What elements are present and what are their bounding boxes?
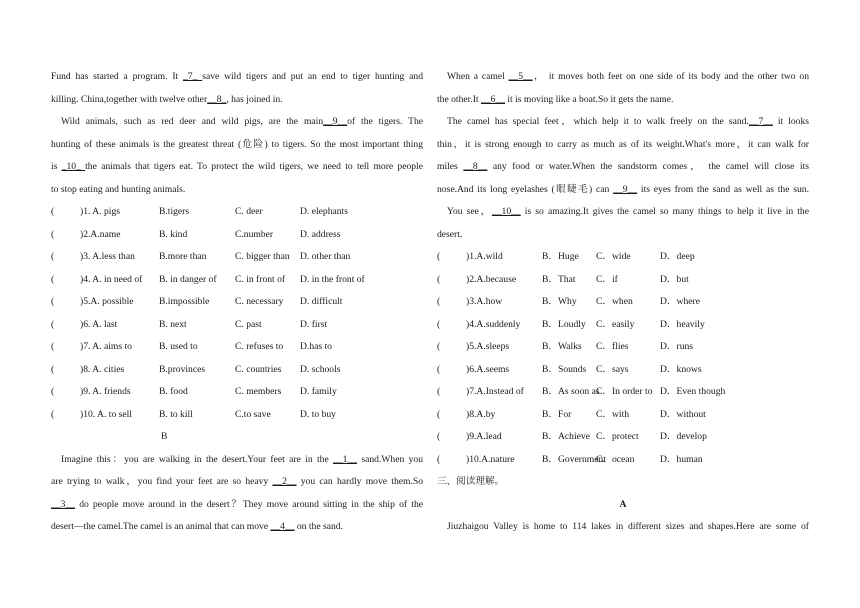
question-option-c: C．flies — [596, 341, 629, 352]
question-row — [437, 426, 809, 449]
answer-paren: ( — [437, 318, 441, 330]
answer-paren: ( — [437, 341, 441, 352]
question-option-b: B．Government — [542, 453, 606, 465]
question-option-d: D．without — [660, 408, 706, 420]
answer-paren: ( — [437, 386, 441, 397]
passage-line: thin，it is strong enough to carry as much as of its weight.What's more，it can walk for — [437, 138, 809, 150]
question-option-a: )1.A.wild — [466, 251, 503, 262]
blank-2: __2__ — [272, 476, 297, 487]
question-option-b: B. to kill — [159, 408, 193, 420]
answer-paren: ( — [437, 453, 441, 465]
question-option-b: B．That — [542, 273, 576, 285]
passage-line: are trying to walk，you find your feet are so heavy __2__ you can hardly move them.So — [51, 476, 423, 487]
question-option-d: D．human — [660, 453, 703, 465]
answer-paren: ( — [51, 206, 55, 217]
question-option-c: C．with — [596, 408, 630, 420]
question-list — [437, 246, 809, 471]
question-option-d: D. schools — [300, 363, 341, 375]
question-option-b: B．Loudly — [542, 318, 586, 330]
question-option-a: )2.A.because — [466, 273, 517, 285]
answer-paren: ( — [437, 296, 441, 307]
passage-line: killing. China,together with twelve other__8_, has joined in. — [51, 93, 283, 105]
question-option-a: )9.A.lead — [466, 431, 502, 442]
answer-paren: ( — [51, 296, 55, 307]
question-option-b: B．Achieve — [542, 431, 590, 442]
question-row — [437, 269, 809, 292]
question-option-d: D.has to — [300, 341, 332, 352]
question-option-b: B.impossible — [159, 296, 210, 307]
question-option-d: D. elephants — [300, 206, 348, 217]
passage-line: Fund has started a program. It _7_ save wild tigers and put an end to tiger hunting and — [51, 71, 423, 82]
answer-paren: ( — [51, 408, 55, 420]
blank-8: __8__ — [463, 161, 488, 172]
question-option-c: C. countries — [235, 363, 282, 375]
passage-line: The camel has special feet，which help it to walk freely on the sand.__7__ it looks — [447, 116, 809, 127]
question-option-a: )4.A.suddenly — [466, 318, 521, 330]
passage-line: nose.And its long eyelashes (眼睫毛) can __9__ its eyes from the sand as well as the sun. — [437, 183, 809, 195]
question-option-a: )9. A. friends — [80, 386, 131, 397]
question-option-c: C.to save — [235, 408, 271, 420]
question-option-d: D. family — [300, 386, 337, 397]
question-option-b: B. used to — [159, 341, 198, 352]
answer-paren: ( — [437, 363, 441, 375]
question-option-d: D．Even though — [660, 386, 726, 397]
right-column — [437, 66, 809, 539]
answer-paren: ( — [51, 251, 55, 262]
passage-line: miles __8__ any food or water.When the sandstorm comes， the camel will close its — [437, 161, 809, 172]
question-option-b: B．As soon as — [542, 386, 600, 397]
question-option-a: )1. A. pigs — [80, 206, 120, 217]
passage-line: __3__ do people move around in the desert？They move around sitting in the ship of the — [51, 498, 423, 510]
question-option-a: )8. A. cities — [80, 363, 125, 375]
question-option-d: D. other than — [300, 251, 351, 262]
question-option-a: )7. A. aims to — [80, 341, 132, 352]
blank-6: __6__ — [480, 93, 505, 105]
question-option-b: B．Huge — [542, 251, 579, 262]
question-option-a: )3. A.less than — [80, 251, 135, 262]
question-option-d: D．knows — [660, 363, 702, 375]
question-option-d: D. difficult — [300, 296, 343, 307]
question-option-d: D．but — [660, 273, 689, 285]
passage-line: desert—the camel.The camel is an animal that can move __4__ on the sand. — [51, 521, 343, 532]
question-option-c: C. refuses to — [235, 341, 284, 352]
question-row — [51, 224, 423, 247]
question-row — [437, 246, 809, 269]
question-row — [437, 359, 809, 382]
question-row — [51, 336, 423, 359]
question-row — [51, 269, 423, 292]
question-option-b: B．Sounds — [542, 363, 587, 375]
blank-9: __9__ — [613, 183, 638, 195]
answer-paren: ( — [51, 273, 55, 285]
left-column — [51, 66, 423, 539]
blank-7: _7_ — [183, 71, 203, 82]
question-row — [51, 381, 423, 404]
question-option-b: B．For — [542, 408, 572, 420]
question-option-c: C．if — [596, 273, 618, 285]
answer-paren: ( — [51, 318, 55, 330]
section-label-b: B — [161, 431, 168, 442]
blank-9: __9__ — [323, 116, 348, 127]
question-list — [51, 201, 423, 426]
answer-paren: ( — [51, 386, 55, 397]
answer-paren: ( — [51, 363, 55, 375]
passage-line: Wild animals, such as red deer and wild pigs, are the main__9__of the tigers. The — [61, 116, 423, 127]
blank-10: _10_ — [61, 161, 86, 172]
question-option-a: )2.A.name — [80, 228, 121, 240]
question-row — [51, 201, 423, 224]
question-option-c: C. deer — [235, 206, 263, 217]
question-option-a: )6.A.seems — [466, 363, 510, 375]
question-option-a: )4. A. in need of — [80, 273, 143, 285]
question-option-c: C．wide — [596, 251, 631, 262]
question-row — [437, 449, 809, 472]
answer-paren: ( — [51, 341, 55, 352]
question-option-b: B．Why — [542, 296, 577, 307]
question-option-c: C. in front of — [235, 273, 286, 285]
question-option-a: )10. A. to sell — [80, 408, 132, 420]
passage-line: to stop eating and hunting animals. — [51, 183, 186, 195]
question-option-a: )6. A. last — [80, 318, 118, 330]
question-row — [51, 359, 423, 382]
blank-8: __8_ — [207, 93, 227, 105]
question-option-a: )8.A.by — [466, 408, 496, 420]
question-option-c: C．ocean — [596, 453, 635, 465]
question-option-c: C．In order to — [596, 386, 653, 397]
passage-line: Imagine this：you are walking in the desert.Your feet are in the __1__ sand.When you — [61, 453, 423, 465]
passage-line: the other.It __6__ it is moving like a boat.So it gets the name. — [437, 93, 674, 105]
answer-paren: ( — [437, 273, 441, 285]
passage-line: You see，__10__ is so amazing.It gives the camel so many things to help it live in the — [447, 206, 809, 217]
passage-line: When a camel __5__， it moves both feet on one side of its body and the other two on — [447, 71, 809, 82]
blank-1: __1__ — [333, 453, 358, 465]
question-row — [51, 314, 423, 337]
section-label-a: A — [619, 498, 627, 510]
question-option-b: B.more than — [159, 251, 207, 262]
question-option-b: B. food — [159, 386, 188, 397]
answer-paren: ( — [51, 228, 55, 240]
passage-line: desert. — [437, 228, 463, 240]
question-option-c: C．easily — [596, 318, 635, 330]
question-option-c: C.number — [235, 228, 274, 240]
question-option-c: C. necessary — [235, 296, 284, 307]
question-option-d: D．heavily — [660, 318, 705, 330]
question-option-b: B. in danger of — [159, 273, 217, 285]
question-row — [437, 404, 809, 427]
question-row — [437, 291, 809, 314]
question-option-d: D. first — [300, 318, 328, 330]
question-option-a: )10.A.nature — [466, 453, 515, 465]
question-option-b: B.tigers — [159, 206, 190, 217]
answer-paren: ( — [437, 431, 441, 442]
question-row — [437, 314, 809, 337]
question-option-d: D．deep — [660, 251, 695, 262]
question-row — [51, 246, 423, 269]
answer-paren: ( — [437, 251, 441, 262]
question-option-c: C. bigger than — [235, 251, 290, 262]
question-option-c: C．protect — [596, 431, 639, 442]
question-option-a: )5.A.sleeps — [466, 341, 510, 352]
question-option-a: )7.A.Instead of — [466, 386, 524, 397]
section-heading: 三、阅读理解。 — [437, 476, 505, 487]
question-option-b: B. kind — [159, 228, 188, 240]
question-row — [437, 381, 809, 404]
blank-10: __10__ — [491, 206, 521, 217]
passage-line: hunting of these animals is the greatest threat (危险) to tigers. So the most important thing — [51, 138, 423, 150]
passage-line: Jiuzhaigou Valley is home to 114 lakes in different sizes and shapes.Here are some of — [447, 521, 809, 532]
blank-7: __7__ — [748, 116, 773, 127]
question-option-a: )3.A.how — [466, 296, 503, 307]
question-option-c: C．says — [596, 363, 629, 375]
answer-paren: ( — [437, 408, 441, 420]
question-option-d: D. to buy — [300, 408, 336, 420]
question-option-d: D．runs — [660, 341, 694, 352]
question-option-b: B．Walks — [542, 341, 582, 352]
blank-5: __5__ — [508, 71, 533, 82]
question-option-a: )5.A. possible — [80, 296, 134, 307]
blank-3: __3__ — [51, 498, 75, 510]
question-option-d: D．develop — [660, 431, 707, 442]
question-option-b: B.provinces — [159, 363, 206, 375]
blank-4: __4__ — [270, 521, 295, 532]
question-row — [437, 336, 809, 359]
question-row — [51, 291, 423, 314]
question-option-c: C. past — [235, 318, 262, 330]
passage-line: is _10_ the animals that tigers eat. To protect the wild tigers, we need to tell more people — [51, 161, 423, 172]
question-option-d: D. address — [300, 228, 341, 240]
question-row — [51, 404, 423, 427]
question-option-c: C. members — [235, 386, 282, 397]
question-option-b: B. next — [159, 318, 187, 330]
question-option-c: C．when — [596, 296, 633, 307]
question-option-d: D. in the front of — [300, 273, 365, 285]
question-option-d: D．where — [660, 296, 700, 307]
